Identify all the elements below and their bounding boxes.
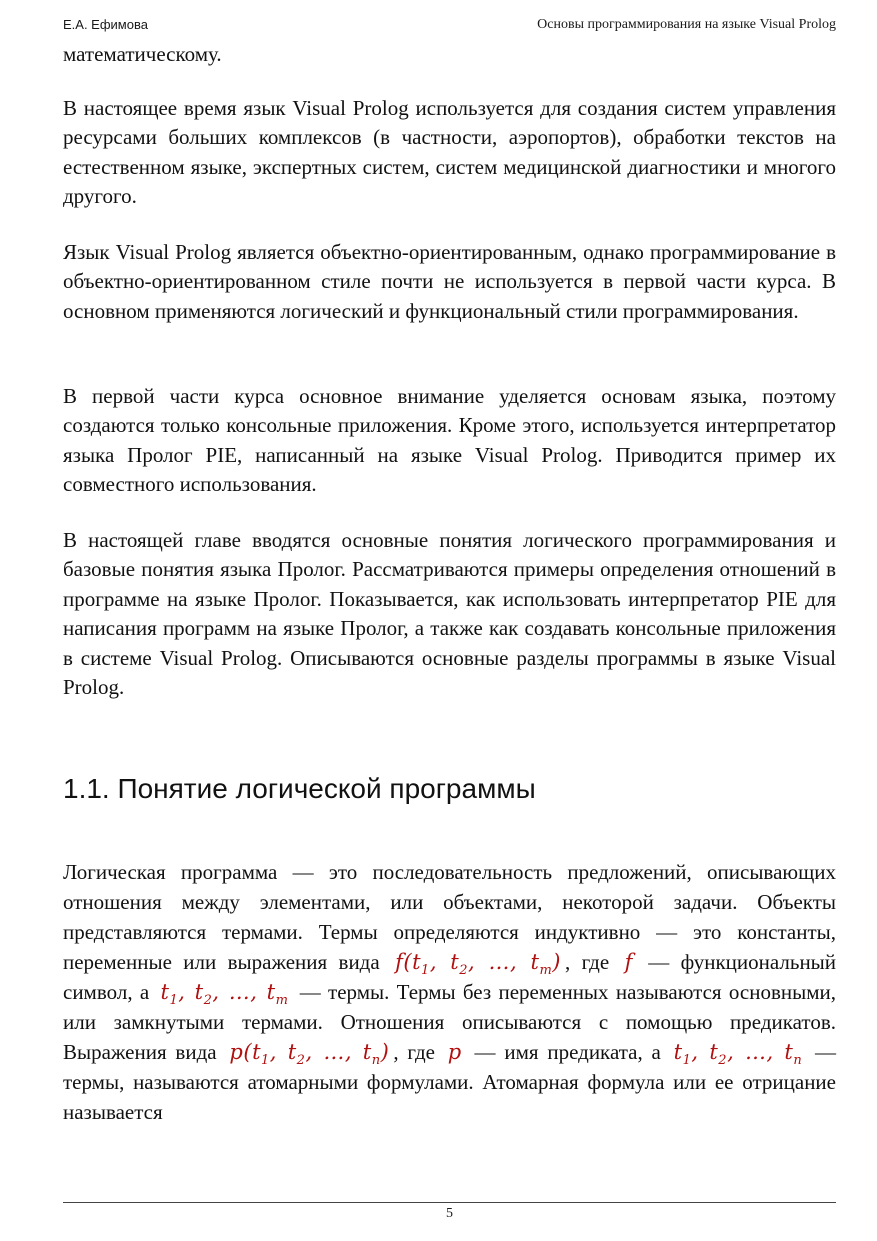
- header-book-title: Основы программирования на языке Visual Prolog: [537, 17, 836, 32]
- formula-terms-m: $t_1$, $t_2$, …, $t_m$: [160, 980, 289, 1009]
- section-text-part: , где: [564, 950, 610, 974]
- paragraph-2: Язык Visual Prolog является объектно-ориентированным, однако программирование в объектно-ориентированном стиле почти не используется в первой части курса. В основном применяются логический и функциональный стили программирования.: [63, 240, 836, 323]
- paragraph-3: В первой части курса основное внимание уделяется основам языка, поэтому создаются только консольные приложения. Кроме этого, используется интерпретатор языка Пролог PIE, написанный на языке Visual Prolog. Приводится пример их совместного использования.: [63, 384, 836, 497]
- paragraph-4: В настоящей главе вводятся основные понятия логического программирования и базовые понятия языка Пролог. Рассматриваются примеры определения отношений в программе на языке Пролог. Показывается, как использовать интерпретатор PIE для написания программ на языке Пролог, а также как создавать консольные приложения в системе Visual Prolog. Описываются основные разделы программы в языке Visual Prolog.: [63, 528, 836, 700]
- formula-terms-n: $t_1$, $t_2$, …, $t_n$: [673, 1040, 803, 1069]
- formula-predicate-expression: $p(t_1$, $t_2$, …, $t_n$): [229, 1040, 390, 1069]
- formula-p-symbol: p: [447, 1040, 462, 1064]
- footer-divider: [63, 1202, 836, 1203]
- document-page: [63, 0, 836, 1241]
- header-author: Е.А. Ефимова: [63, 17, 148, 32]
- section-text-part: — термы. Термы без переменных называются основными, или замкнутыми термами. Отношения описываются с помощью предикатов. Выражения вида: [63, 980, 836, 1064]
- paragraph-1: В настоящее время язык Visual Prolog используется для создания систем управления ресурсами больших комплексов (в частности, аэропортов), обработки текстов на естественном языке, экспертных систем, систем медицинской диагностики и многого другого.: [63, 96, 836, 209]
- page-number: 5: [446, 1206, 453, 1221]
- section-text-part: — имя предиката, а: [474, 1040, 661, 1064]
- paragraph-fragment: математическому.: [63, 42, 222, 66]
- section-text-part: Логическая программа — это последовательность предложений, описывающих отношения между элементами, или объектами, некоторой задачи. Объекты представляются термами. Термы определяются индуктивно — это константы, переменные или выражения вида: [63, 860, 836, 974]
- formula-function-expression: $f(t_1$, $t_2$, …, $t_m$): [395, 950, 561, 979]
- section-text-part: — термы, называются атомарными формулами. Атомарная формула или ее отрицание называется: [63, 1040, 837, 1124]
- section-paragraph: [63, 857, 836, 1127]
- formula-f-symbol: f: [624, 950, 633, 974]
- section-heading: 1.1. Понятие логической программы: [63, 773, 536, 804]
- section-text-part: , где: [393, 1040, 435, 1064]
- section-text-part: — функциональный символ, а: [63, 950, 837, 1004]
